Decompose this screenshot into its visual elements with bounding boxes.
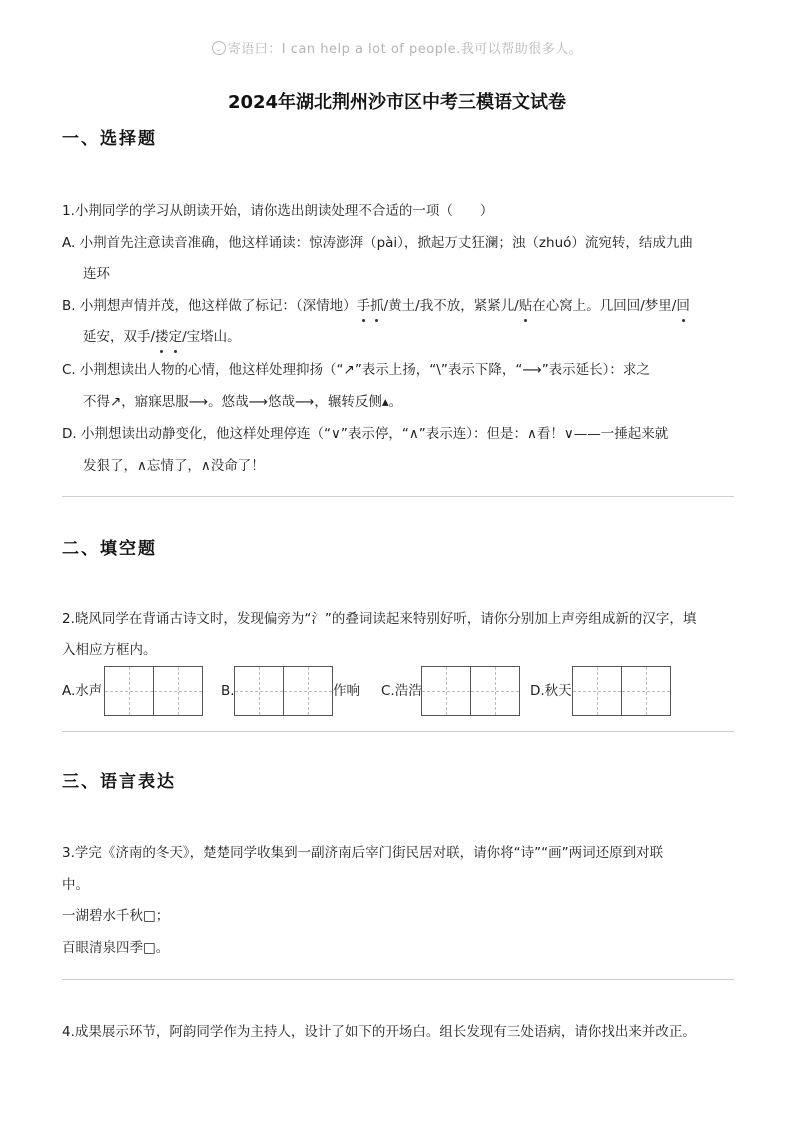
emphasis-char: 抓 xyxy=(370,298,384,314)
question-1-option-c-cont: 不得↗，寤寐思服⟶。悠哉⟶悠哉⟶，辗转反侧▴。 xyxy=(83,394,403,410)
question-4-stem: 4.成果展示环节，阿韵同学作为主持人，设计了如下的开场白。组长发现有三处语病，请你找出来并改正。 xyxy=(62,1024,696,1040)
answer-label-d: D.秋天 xyxy=(530,683,572,699)
emphasis-char: 回 xyxy=(676,298,690,314)
question-1-option-d: D. 小荆想读出动静变化，他这样处理停连（“∨”表示停，“∧”表示连）：但是：∧看！∨——一捶起来就 xyxy=(62,426,669,442)
motto-line xyxy=(0,38,794,57)
section-heading-choice: 一、选择题 xyxy=(62,129,157,149)
emphasis-char: 贴 xyxy=(518,298,533,314)
question-1-option-a: A. 小荆首先注意读音准确，他这样诵读：惊涛澎湃（pài），掀起万丈狂澜；浊（zhuó）流宛转，结成九曲 xyxy=(62,235,693,251)
divider xyxy=(62,496,734,497)
emphasis-char: 定 xyxy=(168,329,183,345)
answer-label-c: C.浩浩 xyxy=(381,683,422,699)
page-title: 2024年湖北荆州沙市区中考三模语文试卷 xyxy=(227,92,567,113)
smiley-icon xyxy=(212,41,226,55)
question-2-stem-cont: 入相应方框内。 xyxy=(62,642,157,658)
question-3-stem: 3.学完《济南的冬天》，楚楚同学收集到一副济南后宰门街民居对联，请你将“诗”“画”两词还原到对联 xyxy=(62,845,664,861)
couplet-line-2: 百眼清泉四季□。 xyxy=(62,940,170,956)
answer-label-b: B. xyxy=(221,683,235,699)
question-1-option-b xyxy=(62,296,690,316)
option-b-text: 在心窝上。几回回/梦里/ xyxy=(532,298,677,314)
divider xyxy=(62,979,734,980)
question-2-stem: 2.晓风同学在背诵古诗文时，发现偏旁为“氵”的叠词读起来特别好听，请你分别加上声旁组成新的汉字，填 xyxy=(62,611,697,627)
grid-cell[interactable] xyxy=(104,666,154,716)
divider xyxy=(62,731,734,732)
section-heading-fill: 二、填空题 xyxy=(62,539,157,559)
grid-cell[interactable] xyxy=(621,666,671,716)
question-1-option-d-cont: 发狠了，∧忘情了，∧没命了！ xyxy=(83,458,265,474)
grid-cell[interactable] xyxy=(470,666,520,716)
answer-label-b-suffix: 作响 xyxy=(333,683,360,699)
motto-text: 寄语曰：I can help a lot of people.我可以帮助很多人。 xyxy=(227,42,583,57)
option-b-text: B. 小荆想声情并茂，他这样做了标记：（深情地） xyxy=(62,298,357,314)
answer-label-a: A.水声 xyxy=(62,683,103,699)
answer-box-d[interactable] xyxy=(572,666,670,716)
grid-cell[interactable] xyxy=(572,666,622,716)
option-b-text: /宝塔山。 xyxy=(182,329,241,345)
emphasis-char: 搂 xyxy=(155,329,169,345)
question-1-option-b-cont xyxy=(83,327,241,347)
grid-cell[interactable] xyxy=(421,666,471,716)
option-b-text: /黄土/我不放，紧紧儿/ xyxy=(383,298,519,314)
question-3-stem-cont: 中。 xyxy=(62,877,89,893)
grid-cell[interactable] xyxy=(283,666,333,716)
answer-box-b[interactable] xyxy=(234,666,332,716)
question-1-stem: 1.小荆同学的学习从朗读开始，请你选出朗读处理不合适的一项（ ） xyxy=(62,203,494,219)
answer-box-c[interactable] xyxy=(421,666,519,716)
section-heading-expression: 三、语言表达 xyxy=(62,772,176,792)
grid-cell[interactable] xyxy=(234,666,284,716)
option-b-text: 延安，双手/ xyxy=(83,329,156,345)
grid-cell[interactable] xyxy=(153,666,203,716)
answer-box-a[interactable] xyxy=(104,666,202,716)
question-1-option-c: C. 小荆想读出人物的心情，他这样处理抑扬（“↗”表示上扬，“\”表示下降，“⟶”表示延长）：求之 xyxy=(62,362,650,378)
emphasis-char: 手 xyxy=(356,298,371,314)
couplet-line-1: 一湖碧水千秋□； xyxy=(62,908,170,924)
question-1-option-a-cont: 连环 xyxy=(83,266,110,282)
